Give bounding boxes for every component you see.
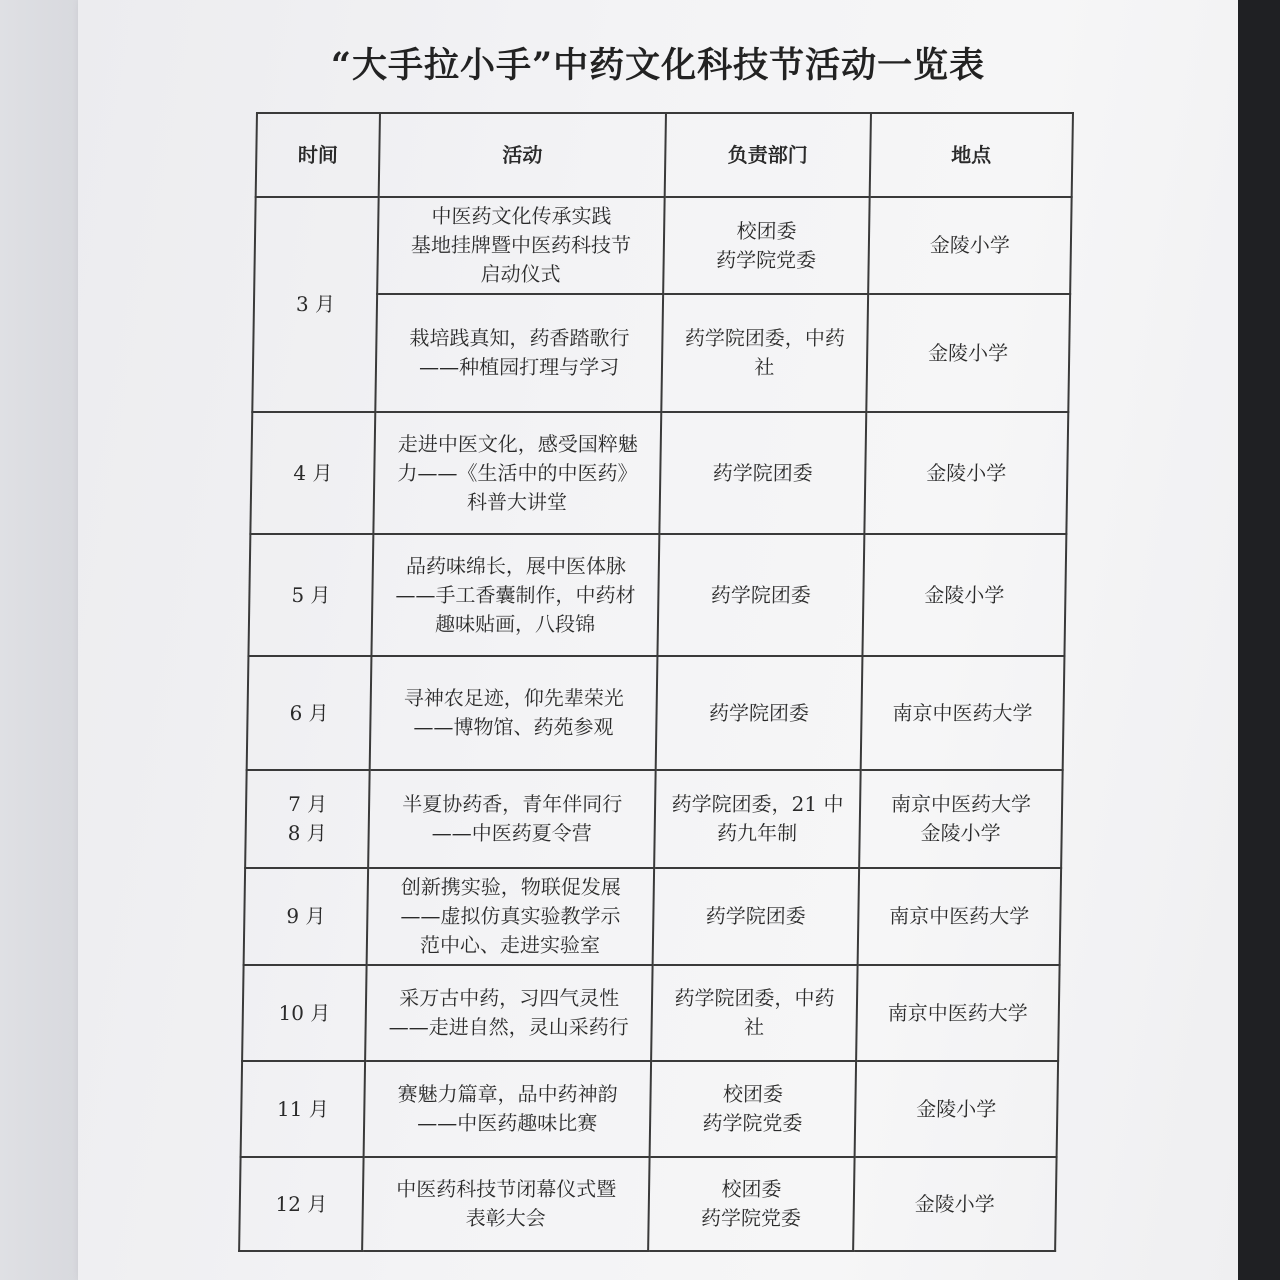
time-cell [242, 965, 367, 1061]
location-cell [866, 294, 1070, 412]
activity-text: 栽培践真知，药香踏歌行 [409, 326, 630, 350]
activity-text: 赛魅力篇章，品中药神韵 [397, 1082, 618, 1106]
department-cell [653, 868, 859, 965]
department-cell [651, 965, 857, 1061]
activity-text: 创新携实验，物联促发展 [400, 875, 622, 899]
location-text: 南京中医药大学 [887, 1000, 1028, 1025]
table-row [239, 1157, 1056, 1251]
department-cell [661, 294, 868, 412]
department-text: 药学院团委 [712, 460, 813, 485]
activity-text: 范中心、走进实验室 [419, 933, 601, 957]
location-cell [864, 412, 1068, 534]
time-cell [241, 1061, 366, 1157]
department-text: 药学院团委 [710, 582, 812, 607]
schedule-table [238, 112, 1074, 1252]
time-cell [245, 770, 370, 868]
table-row [247, 656, 1065, 770]
location-text: 金陵小学 [924, 582, 1005, 607]
table-header-row [256, 113, 1073, 197]
activity-text: 启动仪式 [480, 262, 561, 286]
activity-text: 品药味绵长，展中医体脉 [405, 553, 627, 578]
department-text: 药九年制 [716, 821, 798, 845]
location-text: 金陵小学 [916, 1096, 997, 1121]
department-text: 校团委 [721, 1177, 782, 1201]
location-text: 南京中医药大学 [890, 792, 1032, 816]
dark-background-edge [1238, 0, 1280, 1280]
activity-cell [365, 965, 652, 1061]
department-text: 社 [754, 355, 775, 379]
location-text: 金陵小学 [927, 340, 1009, 365]
activity-cell [370, 656, 658, 770]
time-text: 4 月 [293, 460, 333, 485]
time-cell [250, 412, 375, 534]
activity-text: ——手工香囊制作，中药材 [395, 582, 636, 607]
department-cell [656, 656, 863, 770]
header-location: 地点 [869, 113, 1073, 197]
activity-cell [368, 770, 655, 868]
location-cell [862, 534, 1066, 656]
time-text: 7 月 [287, 792, 328, 816]
activity-text: ——走进自然，灵山采药行 [388, 1015, 629, 1039]
time-text: 3 月 [295, 292, 336, 316]
table-row [254, 197, 1072, 294]
location-text: 金陵小学 [920, 821, 1001, 845]
table-row [248, 534, 1066, 656]
activity-text: 科普大讲堂 [466, 489, 568, 514]
time-cell [244, 868, 369, 965]
table-row [250, 412, 1068, 534]
activity-text: ——种植园打理与学习 [418, 355, 620, 379]
time-cell [252, 197, 379, 412]
time-cell [248, 534, 373, 656]
department-text: 药学院团委，中药 [684, 326, 846, 350]
time-cell [239, 1157, 364, 1251]
activity-text: 趣味贴画，八段锦 [434, 611, 596, 636]
paper-sheet [78, 0, 1238, 1280]
header-department: 负责部门 [665, 113, 871, 197]
activity-text: 寻神农足迹，仰先辈荣光 [403, 686, 625, 710]
location-cell [853, 1157, 1057, 1251]
location-text: 南京中医药大学 [889, 904, 1030, 928]
activity-text: ——中医药趣味比赛 [417, 1111, 598, 1135]
activity-text: ——虚拟仿真实验教学示 [400, 904, 621, 928]
department-text: 药学院党委 [700, 1206, 802, 1230]
department-text: 药学院团委，中药 [674, 986, 835, 1010]
activity-text: ——博物馆、药苑参观 [413, 715, 614, 739]
time-text: 11 月 [276, 1096, 330, 1121]
time-text: 5 月 [291, 582, 331, 607]
department-text: 社 [743, 1015, 765, 1039]
location-text: 南京中医药大学 [892, 700, 1033, 725]
activity-text: 中医药科技节闭幕仪式暨 [395, 1177, 617, 1201]
department-text: 药学院团委 [708, 700, 810, 725]
activity-text: 走进中医文化，感受国粹魅 [397, 431, 639, 456]
department-cell [658, 534, 865, 656]
document-title: “大手拉小手”中药文化科技节活动一览表 [330, 45, 986, 86]
table-row [244, 868, 1062, 965]
department-text: 校团委 [722, 1082, 784, 1106]
location-text: 金陵小学 [926, 460, 1007, 485]
activity-cell [374, 412, 662, 534]
department-text: 药学院团委，21 中 [671, 792, 844, 816]
location-cell [859, 770, 1063, 868]
department-cell [650, 1061, 856, 1157]
activity-text: 基地挂牌暨中医药科技节 [410, 233, 632, 257]
table-row [241, 1061, 1059, 1157]
activity-cell [372, 534, 660, 656]
header-time: 时间 [256, 113, 380, 197]
location-cell [860, 656, 1064, 770]
time-text: 9 月 [286, 904, 326, 928]
activity-text: ——中医药夏令营 [431, 821, 592, 845]
time-text: 10 月 [278, 1000, 331, 1025]
location-cell [854, 1061, 1058, 1157]
department-text: 药学院党委 [702, 1111, 803, 1135]
location-text: 金陵小学 [914, 1191, 995, 1216]
header-activity: 活动 [379, 113, 666, 197]
department-text: 药学院团委 [705, 904, 806, 928]
table-row [242, 965, 1060, 1061]
location-cell [856, 965, 1060, 1061]
time-text: 6 月 [289, 700, 329, 725]
department-cell [648, 1157, 854, 1251]
time-cell [247, 656, 372, 770]
activity-cell [364, 1061, 651, 1157]
activity-text: 采万古中药，习四气灵性 [398, 986, 620, 1010]
location-cell [857, 868, 1061, 965]
department-text: 校团委 [736, 218, 797, 243]
table-row [245, 770, 1063, 868]
location-text: 金陵小学 [929, 233, 1011, 257]
activity-text: 中医药文化传承实践 [431, 204, 612, 228]
activity-cell [362, 1157, 649, 1251]
activity-text: 半夏协药香，青年伴同行 [402, 792, 623, 816]
department-cell [659, 412, 866, 534]
activity-text: 力——《生活中的中医药》 [397, 460, 638, 485]
department-text: 药学院党委 [715, 247, 817, 272]
time-text: 12 月 [275, 1191, 328, 1216]
location-cell [868, 197, 1072, 294]
department-cell [663, 197, 869, 294]
department-cell [654, 770, 860, 868]
time-text: 8 月 [287, 821, 327, 845]
activity-text: 表彰大会 [465, 1206, 546, 1230]
activity-cell [375, 294, 663, 412]
activity-cell [377, 197, 664, 294]
activity-cell [367, 868, 654, 965]
